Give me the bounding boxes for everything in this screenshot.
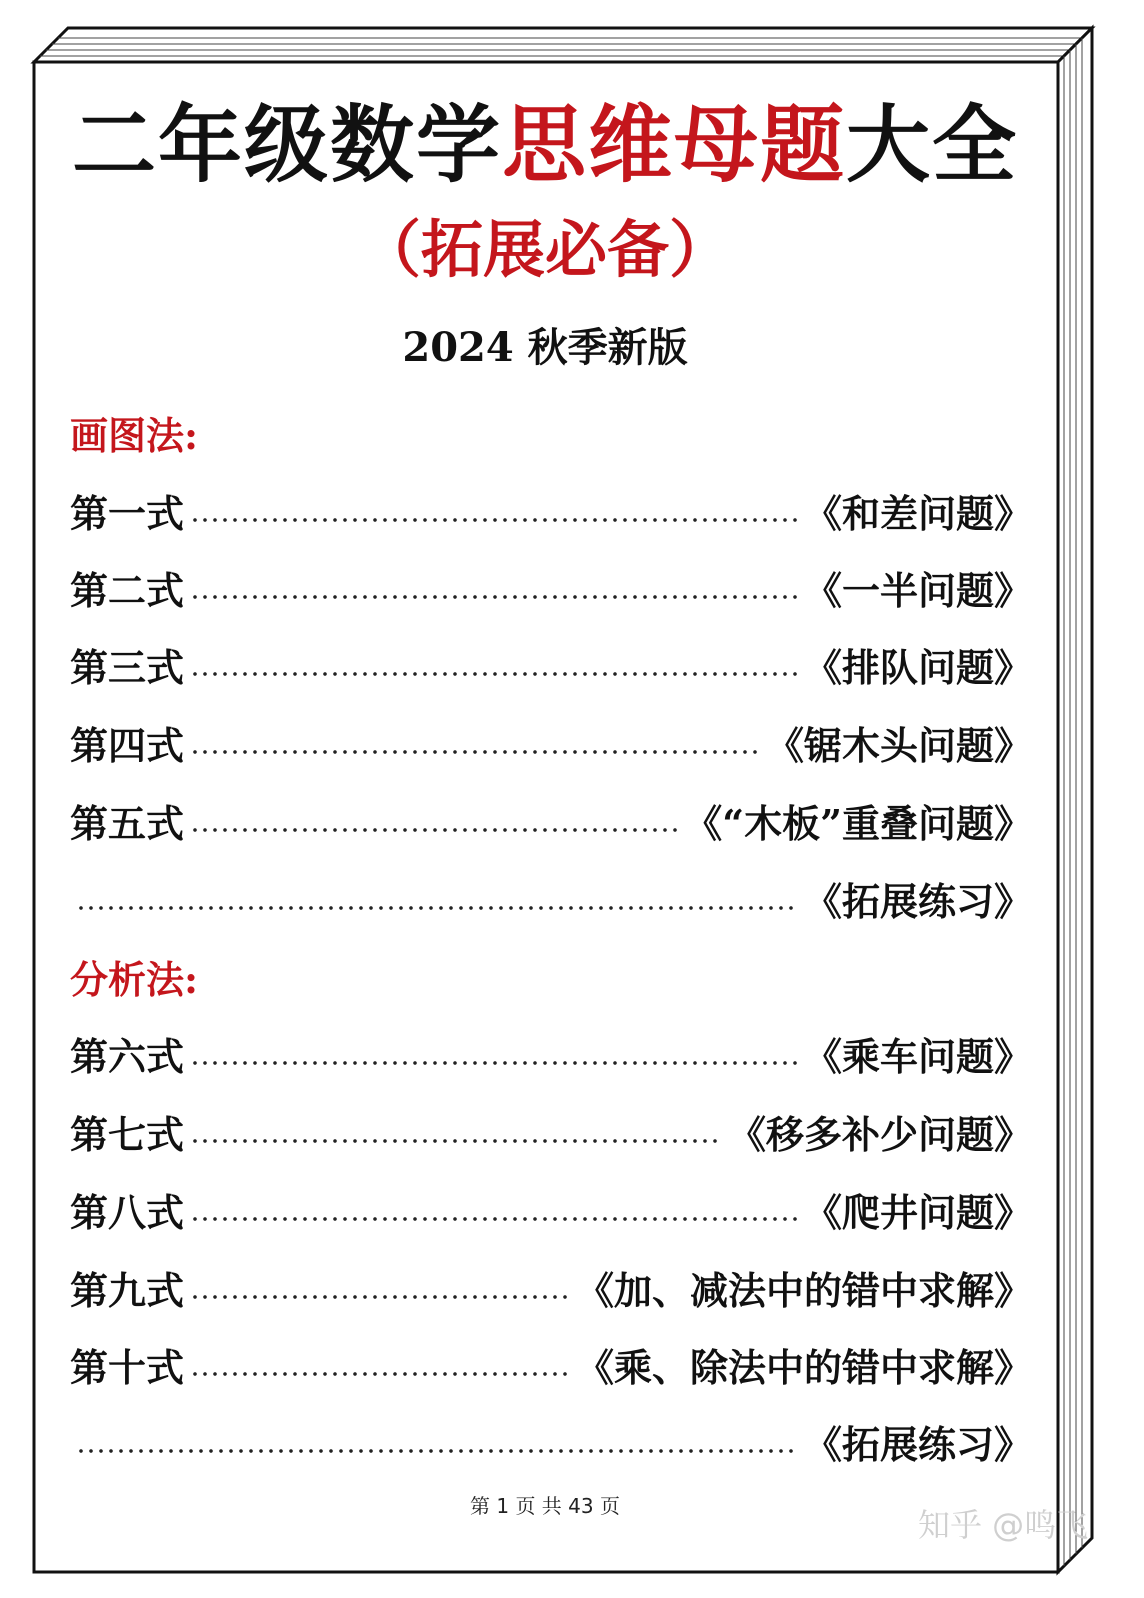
toc-row: [70, 642, 1032, 694]
toc-row: [70, 1031, 1032, 1083]
dot-leader: [190, 672, 798, 676]
toc-row: [70, 876, 1032, 928]
toc-row-title: 《“木板”重叠问题》: [684, 801, 1032, 846]
toc-row: [70, 720, 1032, 772]
toc-row: [70, 1419, 1032, 1471]
dot-leader: [76, 906, 798, 910]
toc-row-label: 第五式: [70, 801, 185, 846]
title-part-black-end: 大全: [846, 95, 1019, 194]
watermark: 知乎 @鸣飞: [918, 1506, 1089, 1544]
dot-leader: [190, 828, 678, 832]
dot-leader: [190, 750, 760, 754]
toc-row-label: 第四式: [70, 723, 185, 768]
document-title: [0, 95, 1090, 195]
dot-leader: [190, 1061, 798, 1065]
toc-row-label: 第一式: [70, 491, 185, 536]
edition-label: 2024 秋季新版: [402, 324, 688, 371]
toc-row: [70, 488, 1032, 540]
toc-row-title: 《和差问题》: [803, 491, 1032, 536]
toc-row-title: 《乘、除法中的错中求解》: [575, 1345, 1032, 1390]
toc-row-title: 《锯木头问题》: [765, 723, 1032, 768]
toc-row-title: 《拓展练习》: [803, 1422, 1032, 1467]
toc-row-title: 《拓展练习》: [803, 879, 1032, 924]
dot-leader: [190, 1139, 722, 1143]
toc-row-label: 第七式: [70, 1112, 185, 1157]
toc-row-label: 第十式: [70, 1345, 185, 1390]
dot-leader: [190, 1295, 570, 1299]
toc-row-label: 第八式: [70, 1190, 185, 1235]
document-subtitle: （拓展必备）: [358, 213, 731, 286]
toc-row-title: 《乘车问题》: [803, 1034, 1032, 1079]
page-number-footer: 第 1 页 共 43 页: [470, 1494, 620, 1518]
dot-leader: [190, 1372, 570, 1376]
toc-row-label: 第六式: [70, 1034, 185, 1079]
toc-row-title: 《爬井问题》: [803, 1190, 1032, 1235]
toc-row-label: 第二式: [70, 568, 185, 613]
section-heading-analysis-method: 分析法:: [70, 957, 199, 1002]
dot-leader: [190, 1217, 798, 1221]
toc-row-title: 《移多补少问题》: [727, 1112, 1032, 1157]
toc-row: [70, 1265, 1032, 1317]
toc-row: [70, 1109, 1032, 1161]
toc-row-title: 《加、减法中的错中求解》: [575, 1268, 1032, 1313]
toc-row-title: 《排队问题》: [803, 645, 1032, 690]
dot-leader: [190, 518, 798, 522]
toc-row-title: 《一半问题》: [803, 568, 1032, 613]
toc-row: [70, 1342, 1032, 1394]
dot-leader: [76, 1449, 798, 1453]
toc-row-label: 第三式: [70, 645, 185, 690]
toc-row: [70, 565, 1032, 617]
section-heading-drawing-method: 画图法:: [70, 413, 199, 458]
toc-row: [70, 798, 1032, 850]
title-part-black: 二年级数学: [71, 95, 502, 194]
toc-row-label: 第九式: [70, 1268, 185, 1313]
title-part-red: 思维母题: [501, 95, 846, 194]
toc-row: [70, 1187, 1032, 1239]
dot-leader: [190, 595, 798, 599]
